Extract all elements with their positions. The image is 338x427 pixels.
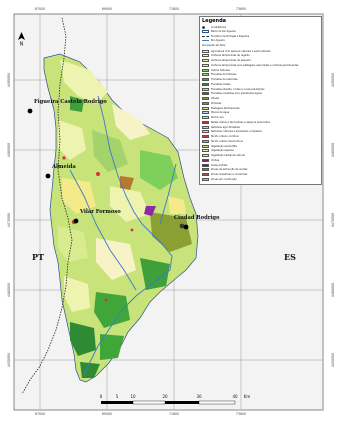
legend-class-label: Sistemas culturais e parcelares complexos — [211, 130, 262, 134]
legend-swatch — [202, 97, 209, 100]
legend-class-label: Outras folhosas — [211, 68, 230, 72]
legend-class-row — [202, 163, 227, 167]
legend-class-label: Sistemas agro-florestais — [211, 125, 240, 129]
legend-swatch — [202, 149, 209, 152]
tick-top-3: 71800 — [168, 7, 180, 11]
legend-swatch — [202, 107, 209, 110]
country-label-es: ES — [284, 252, 296, 262]
legend-swatch — [202, 54, 209, 57]
legend-class-label: Culturas temporárias de sequeiro — [211, 59, 252, 62]
legend-swatch — [202, 135, 209, 138]
tick-top-4: 73600 — [235, 7, 247, 11]
legend-class-label: Vegetação esclerófita — [211, 144, 237, 148]
legend-class-label: Vegetação herbácea natural — [211, 154, 245, 157]
legend-class-row — [202, 68, 230, 72]
legend-class-label: Redes viárias e ferroviárias e espaços associados — [211, 120, 271, 124]
tick-right-4: 4460000 — [331, 282, 336, 298]
legend-class-row — [202, 82, 230, 86]
legend-class-row — [202, 101, 221, 105]
legend-swatch — [202, 164, 209, 167]
legend-swatch — [202, 50, 209, 53]
map-legend — [199, 16, 322, 185]
legend-swatch — [202, 121, 209, 124]
legend-class-row — [202, 139, 243, 143]
legend-symbol-label: Bacia do Rio Águeda — [211, 30, 236, 34]
tick-right-5: 4450000 — [331, 352, 336, 368]
tick-bottom-3: 71800 — [168, 412, 180, 416]
legend-class-row — [202, 154, 245, 158]
tick-bottom-1: 67000 — [34, 412, 46, 416]
legend-swatch — [202, 173, 209, 176]
legend-class-row — [202, 130, 262, 134]
legend-class-row — [202, 59, 251, 63]
legend-swatch — [202, 73, 209, 76]
tick-left-5: 4450000 — [7, 352, 12, 368]
legend-class-label: Zonas industriais e comerciais — [211, 173, 248, 176]
legend-symbol-label: Rio Águeda — [211, 39, 225, 43]
legend-class-row — [202, 78, 238, 82]
legend-class-row — [202, 177, 237, 181]
legend-class-label: Tecido urbano contínuo — [211, 135, 239, 138]
legend-swatch — [202, 64, 209, 67]
legend-class-row — [202, 158, 219, 162]
border-line-icon — [202, 36, 209, 37]
river-line-icon — [202, 40, 209, 41]
legend-swatch — [202, 59, 209, 62]
tick-bottom-4: 73600 — [235, 412, 247, 416]
place-label-vilar-formoso: Vilar Formoso — [80, 209, 121, 215]
legend-class-row — [202, 106, 240, 110]
legend-class-row — [202, 73, 236, 77]
legend-class-row — [202, 54, 250, 58]
legend-swatch — [202, 168, 209, 171]
svg-text:N: N — [19, 41, 24, 46]
legend-symbol-label: Local/Núcleo — [211, 25, 227, 29]
legend-swatch — [202, 126, 209, 129]
legend-swatch — [202, 111, 209, 114]
scale-bar — [101, 401, 235, 404]
legend-class-label: Agricultura com espaços naturais e semi-naturais — [211, 49, 271, 53]
legend-class-row — [202, 125, 240, 129]
legend-class-label: Olivais — [211, 97, 219, 100]
place-label-figueira: Figueira Castelo Rodrigo — [34, 99, 107, 105]
legend-class-row — [202, 116, 224, 120]
legend-title: Legenda — [202, 18, 227, 24]
scale-label-5: 5 — [115, 394, 119, 399]
scale-label-30: 30 — [196, 394, 202, 399]
legend-class-label: Pastagens Permanentes — [211, 106, 240, 110]
tick-left-2: 4480000 — [7, 142, 12, 158]
legend-swatch — [202, 88, 209, 91]
scale-label-10: 10 — [130, 394, 136, 399]
legend-swatch — [202, 102, 209, 105]
tick-left-3: 4470000 — [7, 212, 12, 228]
legend-swatch — [202, 154, 209, 157]
legend-class-label: Culturas temporárias de regadio — [211, 54, 250, 58]
legend-symbol-row — [202, 25, 226, 29]
legend-class-label: Planos de água — [211, 111, 230, 115]
scale-label-40: 40 — [232, 394, 238, 399]
tick-bottom-2: 69400 — [101, 412, 113, 416]
place-label-almeida: Almeida — [52, 164, 76, 170]
legend-class-label: Florestas de folhosas — [211, 73, 237, 77]
legend-class-label: Pomares — [211, 101, 222, 105]
legend-class-row — [202, 49, 270, 53]
legend-class-row — [202, 111, 229, 115]
legend-class-row — [202, 173, 247, 177]
tick-top-1: 67000 — [34, 7, 46, 11]
legend-class-row — [202, 63, 299, 67]
legend-swatch — [202, 178, 209, 181]
legend-class-row — [202, 149, 234, 153]
place-label-ciudad-rodrigo: Ciudad Rodrigo — [174, 215, 220, 221]
legend-symbol-label: Fronteira de Portugal e Espanha — [211, 34, 250, 38]
legend-class-row — [202, 120, 270, 124]
legend-swatch — [202, 140, 209, 143]
scale-label-0: 0 — [99, 394, 103, 399]
legend-symbol-row — [202, 30, 236, 34]
legend-class-row — [202, 97, 219, 101]
legend-class-row — [202, 144, 237, 148]
basin-outline-icon — [202, 30, 209, 33]
legend-class-label: Culturas temporárias e/ou pastagens associadas a culturas permanentes — [211, 63, 299, 67]
legend-class-label: Florestas mistas — [211, 82, 231, 86]
tick-right-3: 4470000 — [331, 212, 336, 228]
legend-class-row — [202, 168, 247, 172]
legend-symbol-row — [202, 39, 225, 43]
legend-class-row — [202, 92, 262, 96]
tick-left-4: 4460000 — [7, 282, 12, 298]
country-label-pt: PT — [32, 252, 44, 262]
tick-right-2: 4480000 — [331, 142, 336, 158]
legend-swatch — [202, 145, 209, 148]
legend-swatch — [202, 69, 209, 72]
legend-swatch — [202, 92, 209, 95]
legend-swatch — [202, 116, 209, 119]
legend-swatch — [202, 78, 209, 81]
legend-swatch — [202, 83, 209, 86]
legend-class-row — [202, 135, 239, 139]
legend-class-label: Áreas ardidas — [211, 163, 228, 167]
legend-class-label: Vinhas — [211, 158, 219, 162]
scale-unit: Km — [243, 394, 251, 399]
legend-class-label: Zonas de extracção de inertes — [211, 168, 248, 172]
legend-class-row — [202, 87, 265, 91]
north-arrow-icon — [18, 32, 25, 46]
legend-class-label: Zonas em construção — [211, 177, 237, 181]
tick-left-1: 4490000 — [7, 72, 12, 88]
legend-class-label: Florestas invadidas e/ou plantações aguas — [211, 92, 262, 96]
scale-label-20: 20 — [162, 394, 168, 399]
legend-swatch — [202, 159, 209, 162]
tick-top-2: 69400 — [101, 7, 113, 11]
legend-symbol-row — [202, 34, 249, 38]
legend-swatch — [202, 130, 209, 133]
city-dot-icon — [202, 26, 205, 29]
legend-class-label: Rocha nua — [211, 116, 224, 119]
legend-class-label: Vegetação esparsa — [211, 149, 234, 153]
legend-class-label: Florestas abertas, cortes e novas plantações — [211, 87, 265, 91]
legend-class-label: Tecido urbano descontínuo — [211, 139, 244, 143]
legend-section-label: Ocupação do Solo — [202, 44, 226, 47]
legend-class-label: Florestas de resinosas — [211, 78, 238, 81]
tick-right-1: 4490000 — [331, 72, 336, 88]
